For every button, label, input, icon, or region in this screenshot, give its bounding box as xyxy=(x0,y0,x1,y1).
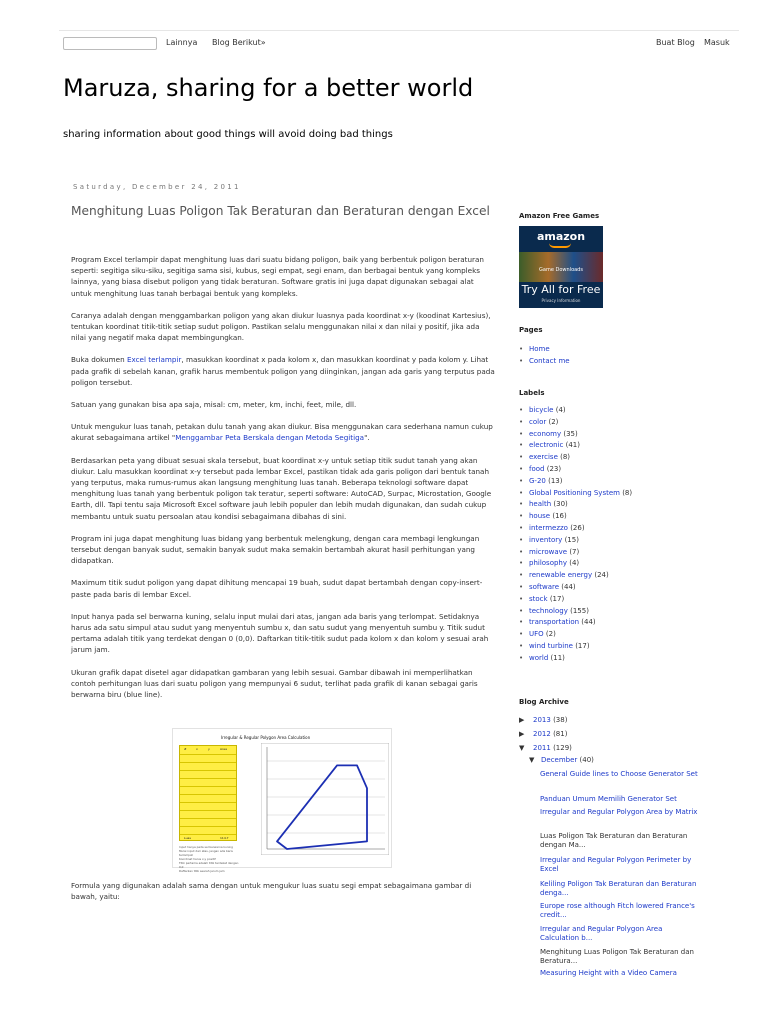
navbar-bar xyxy=(59,30,739,56)
bullet-icon: • xyxy=(519,476,524,485)
label-count: (2) xyxy=(548,417,559,426)
label-link[interactable]: UFO xyxy=(529,630,544,639)
expand-triangle-icon[interactable]: ▶ xyxy=(519,730,525,738)
label-count: (8) xyxy=(560,453,571,462)
label-item xyxy=(519,594,632,606)
label-item xyxy=(519,440,632,452)
list-item xyxy=(519,356,570,368)
post-paragraph: Input hanya pada sel berwarna kuning, selalu input mulai dari atas, jangan ada baris yang terlompat. Setidaknya harus ada satu simpul atau sudut yang menyentuh sumbu x, dan satu sudut yang menyentuh sumbu y. Titik sudut pertama adalah titik yang terdekat dengan 0 (0,0). Daftarkan titik-titik sudut pada kolom x dan kolom y sesuai arah jarum jam. xyxy=(71,611,489,655)
label-link[interactable]: philosophy xyxy=(529,559,568,568)
col-x-header: x xyxy=(196,747,198,751)
privacy-info-text: Privacy Information xyxy=(541,298,581,303)
label-count: (16) xyxy=(552,512,567,521)
bullet-icon: • xyxy=(519,453,524,462)
blog-title[interactable]: Maruza, sharing for a better world xyxy=(63,74,474,102)
archive-post-link[interactable]: Luas Poligon Tak Beraturan dan Beraturan dengan Ma... xyxy=(540,832,688,849)
post-paragraph: Program Excel terlampir dapat menghitung luas dari suatu bidang poligon, baik yang berbentuk poligon beraturan seperti: segitiga siku-siku, segitiga sama sisi, kubus, segi empat, segi enam, dan berbagai bentuk yang kompleks lainnya, yang biasa disebut poligon yang tidak beraturan. Software gratis ini juga dapat digunakan sebagai alat untuk menghitung luas tanah berbagai bentuk yang kompleks. xyxy=(71,255,484,298)
bullet-icon: • xyxy=(519,630,524,639)
archive-month-december[interactable]: ▼ December (40) xyxy=(529,755,594,767)
label-count: (26) xyxy=(570,523,585,532)
archive-post-link[interactable]: Panduan Umum Memilih Generator Set xyxy=(540,795,677,803)
blogger-navbar xyxy=(0,0,768,62)
bullet-icon: • xyxy=(519,512,524,521)
labels-list xyxy=(519,405,632,665)
label-count: (11) xyxy=(550,653,565,662)
label-item xyxy=(519,499,632,511)
label-item xyxy=(519,558,632,570)
archive-post-link[interactable]: General Guide lines to Choose Generator Set xyxy=(540,770,698,778)
label-item xyxy=(519,452,632,464)
label-link[interactable]: stock xyxy=(529,594,548,603)
label-item xyxy=(519,405,632,417)
pages-list xyxy=(519,344,570,368)
excel-screenshot-figure[interactable] xyxy=(172,728,392,873)
amazon-ad-banner[interactable] xyxy=(519,226,603,308)
area-value: 114.7 xyxy=(220,836,229,840)
post-body xyxy=(71,254,496,700)
bullet-icon: • xyxy=(519,406,524,414)
label-link[interactable]: G-20 xyxy=(529,476,546,485)
post-date: Saturday, December 24, 2011 xyxy=(73,183,241,191)
label-link[interactable]: software xyxy=(529,582,560,591)
bullet-icon: • xyxy=(519,606,524,615)
blog-description: sharing information about good things will avoid doing bad things xyxy=(63,129,393,140)
area-label: Luas xyxy=(184,836,191,840)
label-link[interactable]: exercise xyxy=(529,453,558,462)
label-link[interactable]: economy xyxy=(529,429,562,438)
label-count: (155) xyxy=(570,606,589,615)
label-link[interactable]: electronic xyxy=(529,441,564,450)
bullet-icon: • xyxy=(519,500,524,509)
navbar-sign-in-link[interactable]: Masuk xyxy=(704,38,730,47)
expand-triangle-icon[interactable]: ▶ xyxy=(519,716,525,724)
post-paragraph: Untuk mengukur luas tanah, petakan dulu tanah yang akan diukur. Bisa menggunakan cara sederhana namun cukup akurat sebagaimana artikel "Menggambar Peta Berskala dengan Metoda Segitiga". xyxy=(71,422,493,443)
archive-post-link[interactable]: Irregular and Regular Polygon Area Calculation b... xyxy=(540,925,663,942)
post-paragraph: Maximum titik sudut poligon yang dapat dihitung mencapai 19 buah, sudut dapat bertambah dengan copy-insert-paste pada baris di lembar Excel. xyxy=(71,578,483,599)
bullet-icon: • xyxy=(519,535,524,544)
post-paragraph: Ukuran grafik dapat disetel agar didapatkan gambaran yang lebih sesuai. Gambar dibawah ini memperlihatkan contoh perhitungan luas dari suatu poligon yang mempunyai 6 sudut, terlihat pada grafik di kanan sebagai garis berwarna biru (blue line). xyxy=(71,667,478,700)
label-item xyxy=(519,641,632,653)
archive-post-link[interactable]: Menghitung Luas Poligon Tak Beraturan dan Beratura... xyxy=(540,948,694,965)
label-link[interactable]: house xyxy=(529,512,551,521)
label-link[interactable]: technology xyxy=(529,606,568,615)
label-item xyxy=(519,547,632,559)
bullet-icon: • xyxy=(519,641,524,650)
label-count: (41) xyxy=(565,441,580,450)
bullet-icon: • xyxy=(519,356,524,365)
bullet-icon: • xyxy=(519,441,524,450)
game-downloads-text: Game Downloads xyxy=(539,267,583,273)
col-area-header: Area xyxy=(220,747,227,751)
amazon-smile-icon xyxy=(549,243,571,248)
label-item xyxy=(519,511,632,523)
bullet-icon: • xyxy=(519,464,524,473)
label-item xyxy=(519,535,632,547)
label-item xyxy=(519,488,632,500)
label-count: (4) xyxy=(555,406,566,414)
label-link[interactable]: bicycle xyxy=(529,406,554,414)
label-link[interactable]: color xyxy=(529,417,547,426)
bullet-icon: • xyxy=(519,417,524,426)
label-link[interactable]: food xyxy=(529,464,545,473)
label-item xyxy=(519,417,632,429)
post-paragraph: Berdasarkan peta yang dibuat sesuai skala tersebut, buat koordinat x-y untuk setiap titik sudut tanah yang akan diukur. Lalu masukkan koordinat x-y tersebut pada lembar Excel, pastikan tidak ada garis poligon dari bentuk tanah yang terputus, maka rumus-rumus akan langsung menghitung luas tanah. Beberapa teknologi software dapat menghitung luas tanah yang berbentuk poligon tak teratur, seperti software: AutoCAD, Surpac, Microstation, Google Earth, dll. Tapi tentu saja Microsoft Excel software jauh lebih populer dan lebih mudah digunakan, dan sudah cukup membantu untuk suatu persoalan atau kondisi sebagaimana dibahas di sini. xyxy=(71,455,492,521)
archive-post-link[interactable]: Keliling Poligon Tak Beraturan dan Beraturan denga... xyxy=(540,880,697,897)
label-link[interactable]: world xyxy=(529,653,549,662)
try-all-free-text: Try All for Free xyxy=(521,283,601,296)
label-count: (24) xyxy=(594,571,609,580)
polygon-chart xyxy=(261,743,389,855)
archive-post-link[interactable]: Irregular and Regular Polygon Perimeter by Excel xyxy=(540,856,692,873)
label-link[interactable]: transportation xyxy=(529,618,580,627)
label-count: (44) xyxy=(561,582,576,591)
label-count: (44) xyxy=(581,618,596,627)
label-count: (2) xyxy=(545,630,556,639)
label-link[interactable]: Global Positioning System xyxy=(529,488,620,497)
list-item xyxy=(519,344,570,356)
pages-widget xyxy=(519,326,570,368)
label-link[interactable]: microwave xyxy=(529,547,568,556)
label-count: (17) xyxy=(575,641,590,650)
label-link[interactable]: wind turbine xyxy=(529,641,573,650)
label-item xyxy=(519,606,632,618)
bullet-icon: • xyxy=(519,429,524,438)
labels-title: Labels xyxy=(519,389,545,397)
bullet-icon: • xyxy=(519,582,524,591)
collapse-triangle-icon[interactable]: ▼ xyxy=(529,756,535,764)
figure-title: Irregular & Regular Polygon Area Calculation xyxy=(221,735,311,740)
excel-attachment-link[interactable]: Excel terlampir xyxy=(126,355,182,365)
page-link-contact[interactable]: Contact me xyxy=(529,356,570,365)
label-item xyxy=(519,629,632,641)
navbar-create-blog-link[interactable]: Buat Blog xyxy=(656,38,695,47)
archive-post-link[interactable]: Measuring Height with a Video Camera xyxy=(540,969,677,977)
bullet-icon: • xyxy=(519,594,524,603)
label-item xyxy=(519,617,632,629)
figure-notes: Input hanya pada sel berwarna kuning Mulai input dari atas, jangan ada baris terlompat Koordinat harus x,y positif Titik pertama adalah titik terdekat dengan 0,0 Daftarkan titik searah jarum jam xyxy=(179,845,239,873)
bullet-icon: • xyxy=(519,488,524,497)
archive-post-link[interactable]: Europe rose although Fitch lowered France's credit... xyxy=(540,902,695,919)
label-count: (30) xyxy=(553,500,568,509)
post-title[interactable]: Menghitung Luas Poligon Tak Beraturan dan Beraturan dengan Excel xyxy=(71,204,490,218)
page-link-home[interactable]: Home xyxy=(529,345,550,353)
bullet-icon: • xyxy=(519,653,524,662)
bullet-icon: • xyxy=(519,559,524,568)
bullet-icon: • xyxy=(519,523,524,532)
post-paragraph: Program ini juga dapat menghitung luas bidang yang berbentuk melengkung, dengan cara membagi lengkungan tersebut dengan banyak sudut, semakin banyak sudut maka semakin bertambah akurat hasil perhitungan yang didapatkan. xyxy=(71,533,480,566)
label-count: (17) xyxy=(549,594,565,603)
label-count: (23) xyxy=(546,464,562,473)
label-count: (7) xyxy=(569,547,580,556)
navbar-next-blog-link[interactable]: Blog Berikut» xyxy=(212,38,266,47)
label-item xyxy=(519,582,632,594)
pages-title: Pages xyxy=(519,326,543,334)
label-count: (13) xyxy=(548,476,563,485)
bullet-icon: • xyxy=(519,571,524,580)
archive-title: Blog Archive xyxy=(519,698,569,706)
label-item xyxy=(519,476,632,488)
label-link[interactable]: inventory xyxy=(529,535,563,544)
label-item xyxy=(519,464,632,476)
triangle-method-article-link[interactable]: Menggambar Peta Berskala dengan Metoda Segitiga xyxy=(175,433,365,443)
archive-post-link[interactable]: Irregular and Regular Polygon Area by Matrix xyxy=(540,808,698,816)
amazon-logo: amazon xyxy=(536,230,586,243)
post-paragraph: Formula yang digunakan adalah sama dengan untuk mengukur luas suatu segi empat sebagaimana gambar di bawah, yaitu: xyxy=(71,881,472,902)
navbar-more-link[interactable]: Lainnya xyxy=(166,38,198,47)
amazon-widget-title: Amazon Free Games xyxy=(519,212,600,220)
post-body-continued xyxy=(71,880,496,902)
archive-year-2013[interactable]: ▶ 2013 (38) xyxy=(519,715,567,727)
navbar-search-input[interactable] xyxy=(63,37,157,50)
label-count: (4) xyxy=(569,559,580,568)
label-count: (15) xyxy=(564,535,579,544)
bullet-icon: • xyxy=(519,618,524,627)
post-paragraph: Buka dokumen Excel terlampir, masukkan koordinat x pada kolom x, dan masukkan koordinat y pada kolom y. Lihat pada grafik di sebelah kanan, grafik harus membentuk poligon yang diinginkan, jangan ada garis yang terputus pada poligon tersebut. xyxy=(71,355,495,387)
bullet-icon: • xyxy=(519,547,524,556)
label-link[interactable]: health xyxy=(529,500,552,509)
label-item xyxy=(519,653,632,665)
label-count: (8) xyxy=(622,488,633,497)
label-item xyxy=(519,429,632,441)
input-table xyxy=(179,745,237,841)
post-paragraph: Satuan yang gunakan bisa apa saja, misal: cm, meter, km, inchi, feet, mile, dll. xyxy=(71,400,357,410)
labels-widget xyxy=(519,389,632,665)
col-y-header: y xyxy=(208,747,210,751)
label-link[interactable]: renewable energy xyxy=(529,571,593,580)
label-link[interactable]: intermezzo xyxy=(529,523,568,532)
archive-year-2012[interactable]: ▶ 2012 (81) xyxy=(519,729,567,741)
label-count: (35) xyxy=(563,429,578,438)
collapse-triangle-icon[interactable]: ▼ xyxy=(519,744,525,752)
archive-year-2011[interactable]: ▼ 2011 (129) xyxy=(519,743,572,755)
label-item xyxy=(519,523,632,535)
col-no-header: # xyxy=(184,747,187,751)
bullet-icon: • xyxy=(519,345,524,353)
label-item xyxy=(519,570,632,582)
post-paragraph: Caranya adalah dengan menggambarkan poligon yang akan diukur luasnya pada koordinat x-y (koodinat Kartesius), tentukan koordinat titik-titik setiap sudut poligon. Pastikan selalu menggunakan nilai x dan nilai y positif, jika ada nilai yang negatif maka dapat membingungkan. xyxy=(71,310,491,343)
